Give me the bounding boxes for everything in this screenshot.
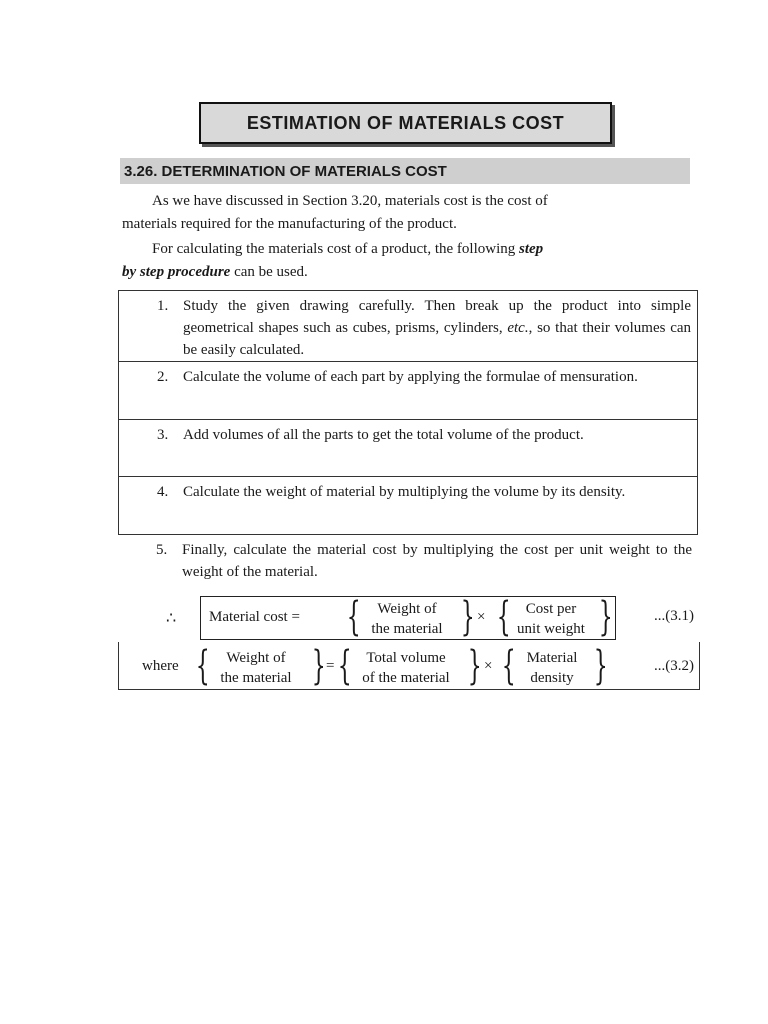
material-density-term [510, 648, 594, 688]
section-heading: 3.26. DETERMINATION OF MATERIALS COST [120, 158, 690, 184]
step-1 [118, 290, 698, 362]
term-bottom: the material [220, 670, 292, 686]
material-cost-label: Material cost = [209, 609, 300, 625]
step-number: 2. [157, 369, 169, 385]
step-text: Calculate the weight of material by multiplying the volume by its density. [183, 484, 626, 500]
step-3 [118, 420, 698, 477]
step-number: 1. [157, 298, 169, 314]
term-top: Material [526, 650, 578, 666]
step-text: Add volumes of all the parts to get the total volume of the product. [183, 427, 584, 443]
step-1-tail: , so that their volumes can be easily calculated. [183, 320, 692, 358]
left-brace: { [337, 643, 352, 689]
right-brace: } [593, 643, 608, 689]
intro-paragraph-2 [122, 238, 692, 284]
equation-number: ...(3.1) [654, 608, 694, 624]
page-title: ESTIMATION OF MATERIALS COST [199, 102, 612, 144]
step-text: Calculate the volume of each part by applying the formulae of mensuration. [183, 369, 638, 385]
total-volume-term [346, 648, 466, 688]
intro-line-2: materials required for the manufacturing of the product. [122, 216, 457, 232]
right-brace: } [467, 643, 482, 689]
right-brace: } [311, 643, 326, 689]
step-number: 4. [157, 484, 169, 500]
intro-line-3-emphasis: step [518, 241, 544, 257]
intro-line-3 [122, 238, 692, 261]
weight-of-material-term [357, 599, 457, 639]
intro-line-4-text: can be used. [230, 264, 308, 280]
multiply-sign: × [484, 658, 493, 674]
where-label: where [142, 658, 179, 674]
term-bottom: unit weight [517, 621, 585, 637]
intro-line-4 [122, 261, 692, 284]
equation-number: ...(3.2) [654, 658, 694, 674]
step-1-text: Study the given drawing carefully. Then break up the product into simple geometrical shapes such as cubes, prisms, cylinders, [183, 298, 691, 336]
step-2 [118, 362, 698, 420]
term-top: Weight of [226, 650, 286, 666]
step-5 [118, 535, 698, 591]
weight-of-material-term [204, 648, 308, 688]
formula-box [200, 596, 616, 640]
equals-sign: = [326, 658, 335, 674]
term-top: Cost per [525, 601, 577, 617]
term-top: Total volume [366, 650, 446, 666]
intro-line-1: As we have discussed in Section 3.20, materials cost is the cost of [152, 193, 548, 209]
term-top: Weight of [377, 601, 437, 617]
term-bottom: density [530, 670, 574, 686]
step-4 [118, 477, 698, 535]
procedure-steps [118, 290, 698, 591]
left-brace: { [496, 594, 511, 640]
formula-3-2 [118, 643, 700, 692]
left-brace: { [501, 643, 516, 689]
right-brace: } [598, 594, 613, 640]
therefore-symbol: ∴ [166, 610, 177, 627]
cost-per-unit-weight-term [505, 599, 597, 639]
multiply-sign: × [477, 609, 486, 625]
step-number: 3. [157, 427, 169, 443]
step-number: 5. [156, 542, 168, 558]
term-bottom: the material [371, 621, 443, 637]
intro-line-3-text: For calculating the materials cost of a product, the following [152, 241, 519, 257]
left-brace: { [195, 643, 210, 689]
left-brace: { [346, 594, 361, 640]
step-text: Finally, calculate the material cost by multiplying the cost per unit weight to the weight of the material. [182, 542, 692, 580]
step-1-emphasis: etc. [507, 320, 529, 336]
intro-line-4-emphasis: by step procedure [122, 264, 231, 280]
term-bottom: of the material [362, 670, 450, 686]
formula-3-1 [118, 596, 700, 642]
intro-paragraph-1 [122, 190, 692, 236]
right-brace: } [460, 594, 475, 640]
step-text [157, 295, 691, 361]
